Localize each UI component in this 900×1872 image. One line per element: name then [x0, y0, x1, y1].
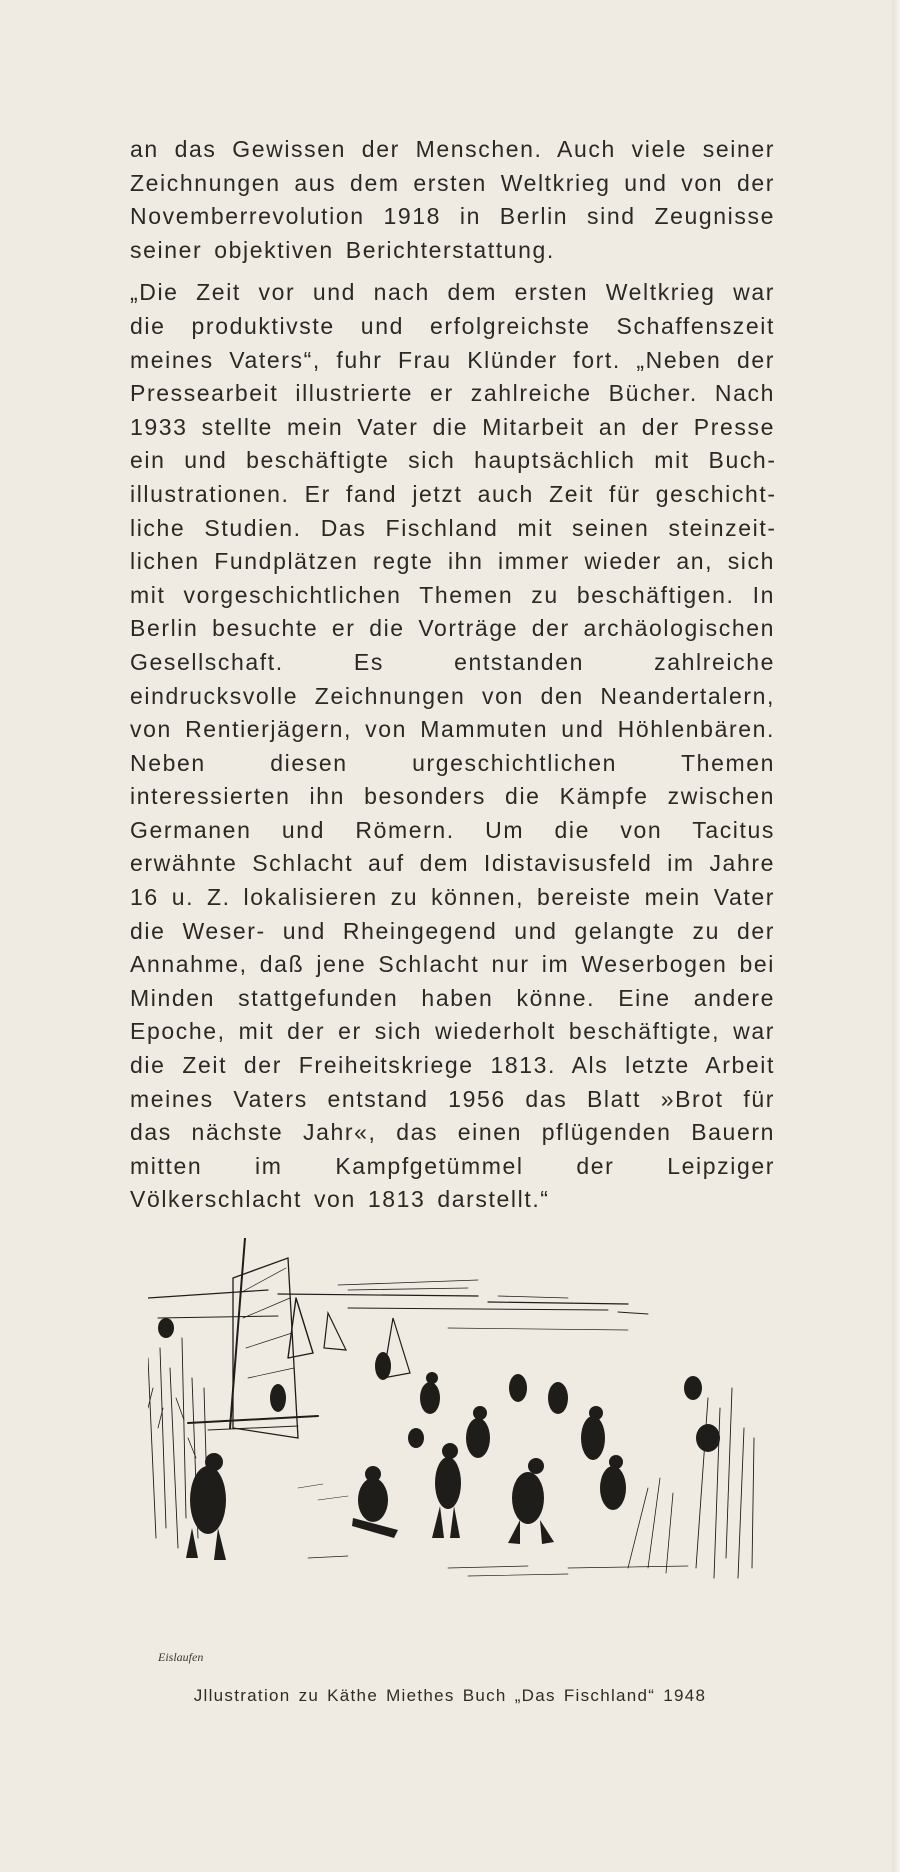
illustration-caption: Jllustration zu Käthe Miethes Buch „Das Fischland“ 1948 — [193, 1686, 707, 1705]
ice-skating-sketch — [148, 1238, 788, 1662]
paragraph-2: „Die Zeit vor und nach dem ersten Weltkrieg war die produktivste und erfolgreichste Schaffenszeit meines Vaters“, fuhr Frau Klünder fort. „Neben der Pressearbeit illustrierte er zahlreiche Bücher. Nach 1933 stellte mein Vater die Mitarbeit an der Presse ein und beschäftigte sich hauptsächlich mit Buchillustrationen. Er fand jetzt auch Zeit für geschichtliche Studien. Das Fischland mit seinen steinzeitlichen Fundplätzen regte ihn immer wieder an, sich mit vorgeschichtlichen Themen zu beschäftigen. In Berlin besuchte er die Vorträge der archäologischen Gesellschaft. Es entstanden zahlreiche eindrucksvolle Zeichnungen von den Neandertalern, von Rentierjägern, von Mammuten und Höhlenbären. Neben diesen urgeschichtlichen Themen interessierten ihn besonders die Kämpfe zwischen Germanen und Römern. Um die von Tacitus erwähnte Schlacht auf dem Idistavisusfeld im Jahre 16 u. Z. lokalisieren zu können, bereiste mein Vater die Weser- und Rheingegend und gelangte zu der Annahme, daß jene Schlacht nur im Weserbogen bei Minden stattgefunden haben könne. Eine andere Epoche, mit der er sich wiederholt beschäftigte, war die Zeit der Freiheitskriege 1813. Als letzte Arbeit meines Vaters entstand 1956 das Blatt »Brot für das nächste Jahr«, das einen pflügenden Bauern mitten im Kampfgetümmel der Leipziger Völkerschlacht von 1813 darstellt.“ — [130, 279, 775, 1213]
paragraph-1: an das Gewissen der Menschen. Auch viele seiner Zeichnungen aus dem ersten Weltkrieg und von der Novemberrevolution 1918 in Berlin sind Zeugnisse seiner objektiven Berichterstattung. — [130, 136, 775, 263]
illustration-signature: Eislaufen — [158, 1650, 204, 1664]
article-text — [130, 133, 775, 1217]
page-edge — [892, 0, 900, 1872]
ice-skating-illustration — [148, 1238, 788, 1662]
